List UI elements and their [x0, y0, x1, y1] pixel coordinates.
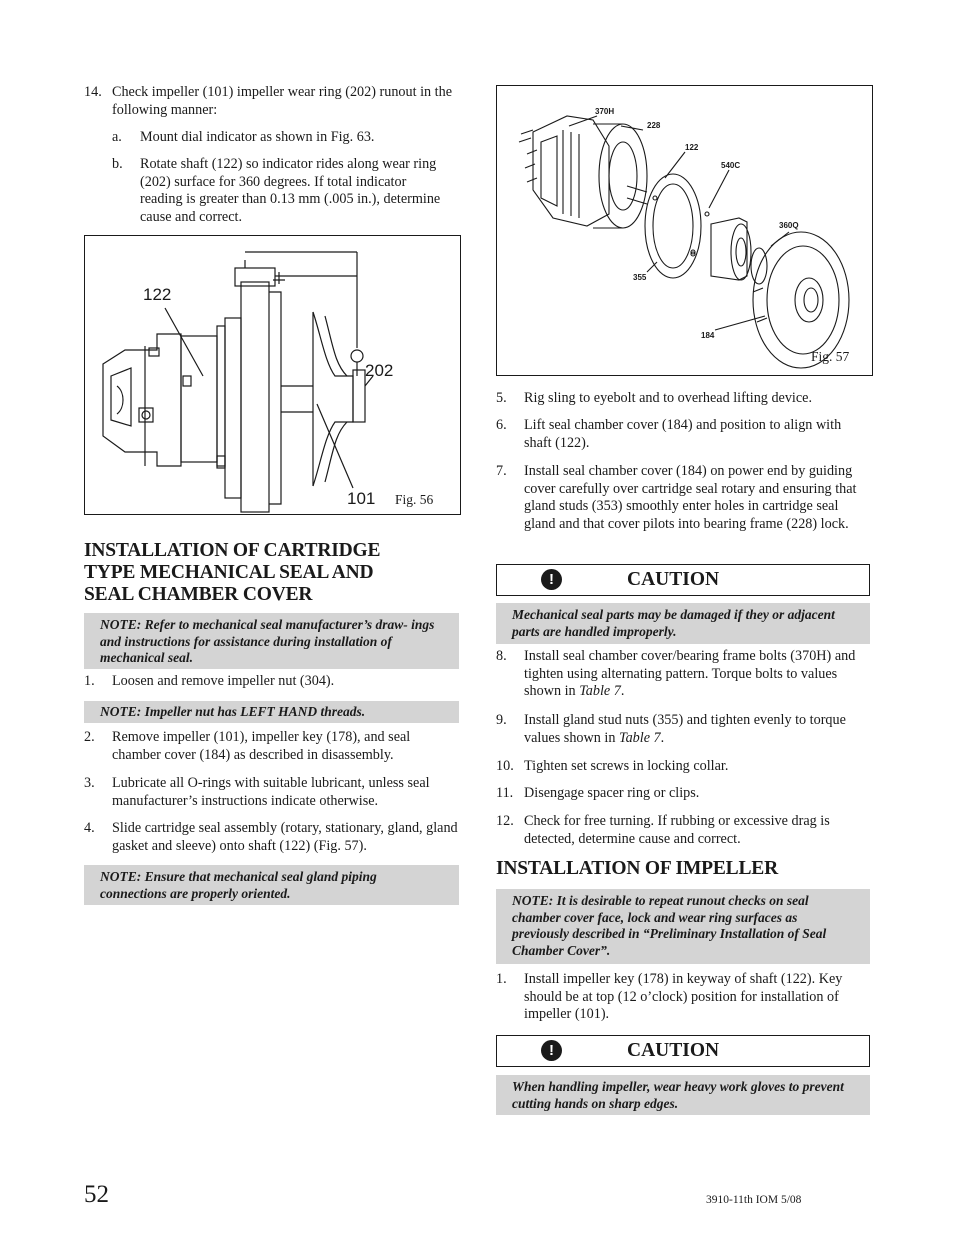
step-number: 11. — [496, 785, 514, 801]
step-number: 7. — [496, 463, 507, 479]
exclamation-icon: ! — [541, 1040, 562, 1061]
exploded-seal-drawing — [497, 86, 872, 375]
figure-caption: Fig. 56 — [395, 492, 434, 507]
figure-56 — [84, 235, 461, 515]
step-number: 12. — [496, 813, 514, 829]
step-number: 4. — [84, 820, 95, 836]
step-number: 2. — [84, 729, 95, 745]
impeller-step-1 — [496, 971, 858, 1024]
note-runout-checks: NOTE: It is desirable to repeat runout checks on seal chamber cover face, lock and wear ring surfaces as previously described in “Preliminary Installation of Seal Chamber Cover”. — [496, 889, 870, 964]
caution-label: CAUTION — [627, 1040, 720, 1061]
figure-caption: Fig. 57 — [811, 349, 850, 364]
step-14b — [112, 156, 442, 226]
step-text: Check impeller (101) impeller wear ring (202) runout in the following manner: — [112, 84, 453, 118]
step-9 — [496, 712, 856, 747]
note-seal-manufacturer: NOTE: Refer to mechanical seal manufacturer’s draw- ings and instructions for assistance during installation of mechanical seal. — [84, 613, 459, 669]
step-8 — [496, 648, 870, 701]
caution-text-seal-parts: Mechanical seal parts may be damaged if they or adjacent parts are handled improperly. — [496, 603, 870, 644]
step-text: Rotate shaft (122) so indicator rides along wear ring (202) surface for 360 degrees. If total indicator reading is greater than 0.13 mm (.005 in.), determine cause and correct. — [140, 156, 441, 225]
step-14 — [84, 84, 460, 119]
step-2 — [84, 729, 446, 764]
caution-text-gloves: When handling impeller, wear heavy work gloves to prevent cutting hands on sharp edges. — [496, 1075, 870, 1115]
caution-label: CAUTION — [627, 569, 720, 590]
step-number: b. — [112, 156, 123, 172]
step-text: Install impeller key (178) in keyway of shaft (122). Key should be at top (12 o’clock) position for installation of impeller (101). — [524, 971, 843, 1022]
step-3 — [84, 775, 450, 810]
section-heading-impeller: INSTALLATION OF IMPELLER — [496, 858, 778, 879]
step-text-end: . — [660, 729, 665, 746]
step-text: Check for free turning. If rubbing or excessive drag is detected, determine cause and correct. — [524, 813, 830, 847]
step-number: 3. — [84, 775, 95, 791]
step-number: 1. — [84, 673, 95, 689]
step-text: Lubricate all O-rings with suitable lubricant, unless seal manufacturer’s instructions indicate otherwise. — [112, 775, 430, 809]
step-text: Mount dial indicator as shown in Fig. 63. — [140, 129, 375, 145]
step-number: a. — [112, 129, 122, 145]
step-6 — [496, 417, 856, 452]
step-4 — [84, 820, 460, 855]
note-left-hand-threads: NOTE: Impeller nut has LEFT HAND threads. — [84, 701, 459, 723]
step-number: 9. — [496, 712, 507, 728]
step-14a — [112, 129, 460, 147]
caution-banner — [496, 1035, 870, 1067]
page-number: 52 — [84, 1181, 109, 1208]
label-122: 122 — [143, 285, 172, 304]
step-text — [524, 648, 870, 701]
label-184: 184 — [701, 331, 715, 340]
label-355: 355 — [633, 273, 647, 282]
label-101: 101 — [347, 489, 376, 508]
step-number: 8. — [496, 648, 507, 664]
step-text: Tighten set screws in locking collar. — [524, 758, 729, 774]
caution-banner — [496, 564, 870, 596]
step-7 — [496, 463, 870, 533]
label-370h: 370H — [595, 107, 615, 116]
step-12 — [496, 813, 870, 848]
step-text-end: . — [620, 683, 625, 699]
document-id: 3910-11th IOM 5/08 — [706, 1194, 802, 1206]
step-text-main: Install seal chamber cover/bearing frame bolts (370H) and tighten using alternating pattern. Torque bolts to values shown in — [524, 648, 856, 699]
step-10 — [496, 758, 870, 776]
step-number: 6. — [496, 417, 507, 433]
step-number: 10. — [496, 758, 514, 774]
step-text: Remove impeller (101), impeller key (178), and seal chamber cover (184) as described in disassembly. — [112, 729, 411, 763]
step-text: Disengage spacer ring or clips. — [524, 785, 700, 801]
dial-indicator-drawing — [85, 236, 460, 514]
step-text: Slide cartridge seal assembly (rotary, stationary, gland, gland gasket and sleeve) onto shaft (122) (Fig. 57). — [112, 820, 458, 854]
label-360q: 360Q — [779, 221, 799, 230]
step-text: Lift seal chamber cover (184) and position to align with shaft (122). — [524, 417, 842, 451]
heading-line: INSTALLATION OF CARTRIDGE — [84, 540, 381, 561]
step-number: 1. — [496, 971, 507, 987]
note-gland-piping: NOTE: Ensure that mechanical seal gland piping connections are properly oriented. — [84, 865, 459, 905]
step-number: 14. — [84, 84, 102, 100]
step-5 — [496, 390, 870, 408]
figure-57 — [496, 85, 873, 376]
step-1 — [84, 673, 460, 691]
step-text-main: Install gland stud nuts (355) and tighten evenly to torque values shown in — [524, 712, 846, 746]
step-text — [524, 712, 856, 747]
label-202: 202 — [365, 361, 394, 380]
step-text: Loosen and remove impeller nut (304). — [112, 673, 335, 689]
step-11 — [496, 785, 870, 803]
step-text: Rig sling to eyebolt and to overhead lifting device. — [524, 390, 813, 406]
table-reference: Table 7 — [579, 683, 621, 699]
section-heading-cartridge-seal — [84, 540, 460, 606]
table-reference: Table 7 — [618, 729, 661, 746]
label-122: 122 — [685, 143, 699, 152]
heading-line: TYPE MECHANICAL SEAL AND — [84, 562, 374, 583]
label-540c: 540C — [721, 161, 741, 170]
label-228: 228 — [647, 121, 661, 130]
exclamation-icon: ! — [541, 569, 562, 590]
step-number: 5. — [496, 390, 507, 406]
step-text: Install seal chamber cover (184) on power end by guiding cover carefully over cartridge seal rotary and ensuring that gland studs (353) smoothly enter holes in cartridge seal gland and that cover pilots into bearing frame (228) lock. — [524, 463, 857, 532]
heading-line: SEAL CHAMBER COVER — [84, 584, 313, 605]
